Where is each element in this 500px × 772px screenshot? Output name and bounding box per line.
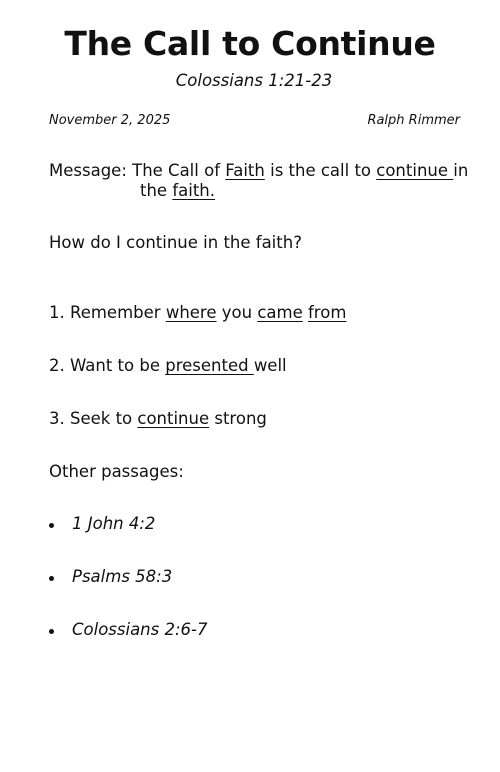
point-3-word-continue: continue <box>137 409 210 428</box>
point-2-tail: well <box>253 356 287 375</box>
sermon-author: Ralph Rimmer <box>367 113 460 128</box>
point-2-word-presented: presented <box>165 356 254 375</box>
message-mid2: in <box>453 161 469 180</box>
bullet-icon <box>49 629 54 634</box>
point-1 <box>49 303 346 323</box>
message-prefix: Message: The Call of <box>49 161 226 180</box>
passage-reference: Psalms 58:3 <box>72 567 173 586</box>
point-3 <box>49 409 267 429</box>
point-3-lead: 3. Seek to <box>49 409 138 428</box>
point-3-tail: strong <box>209 409 267 428</box>
message-word-faith-2: faith. <box>172 181 216 200</box>
passage-reference: 1 John 4:2 <box>72 514 156 533</box>
meta-row <box>49 112 460 130</box>
bullet-icon <box>49 523 54 528</box>
sermon-date: November 2, 2025 <box>49 113 171 128</box>
point-1-word-where: where <box>165 303 217 322</box>
point-2-lead: 2. Want to be <box>49 356 166 375</box>
point-1-mid1: you <box>216 303 258 322</box>
point-1-word-from: from <box>308 303 347 322</box>
point-1-lead: 1. Remember <box>49 303 166 322</box>
message-statement <box>49 161 469 201</box>
message-second-line <box>49 181 469 201</box>
message-word-faith: Faith <box>225 161 265 180</box>
message-indent-prefix: the <box>140 181 173 200</box>
passage-reference: Colossians 2:6-7 <box>72 620 208 639</box>
question-text: How do I continue in the faith? <box>49 233 302 252</box>
scripture-reference: Colossians 1:21-23 <box>175 71 333 90</box>
message-word-continue: continue <box>376 161 454 180</box>
page-title: The Call to Continue <box>64 24 436 63</box>
bullet-icon <box>49 576 54 581</box>
point-2 <box>49 356 287 376</box>
other-passages-label: Other passages: <box>49 462 184 481</box>
point-1-word-came: came <box>257 303 303 322</box>
message-mid1: is the call to <box>264 161 377 180</box>
